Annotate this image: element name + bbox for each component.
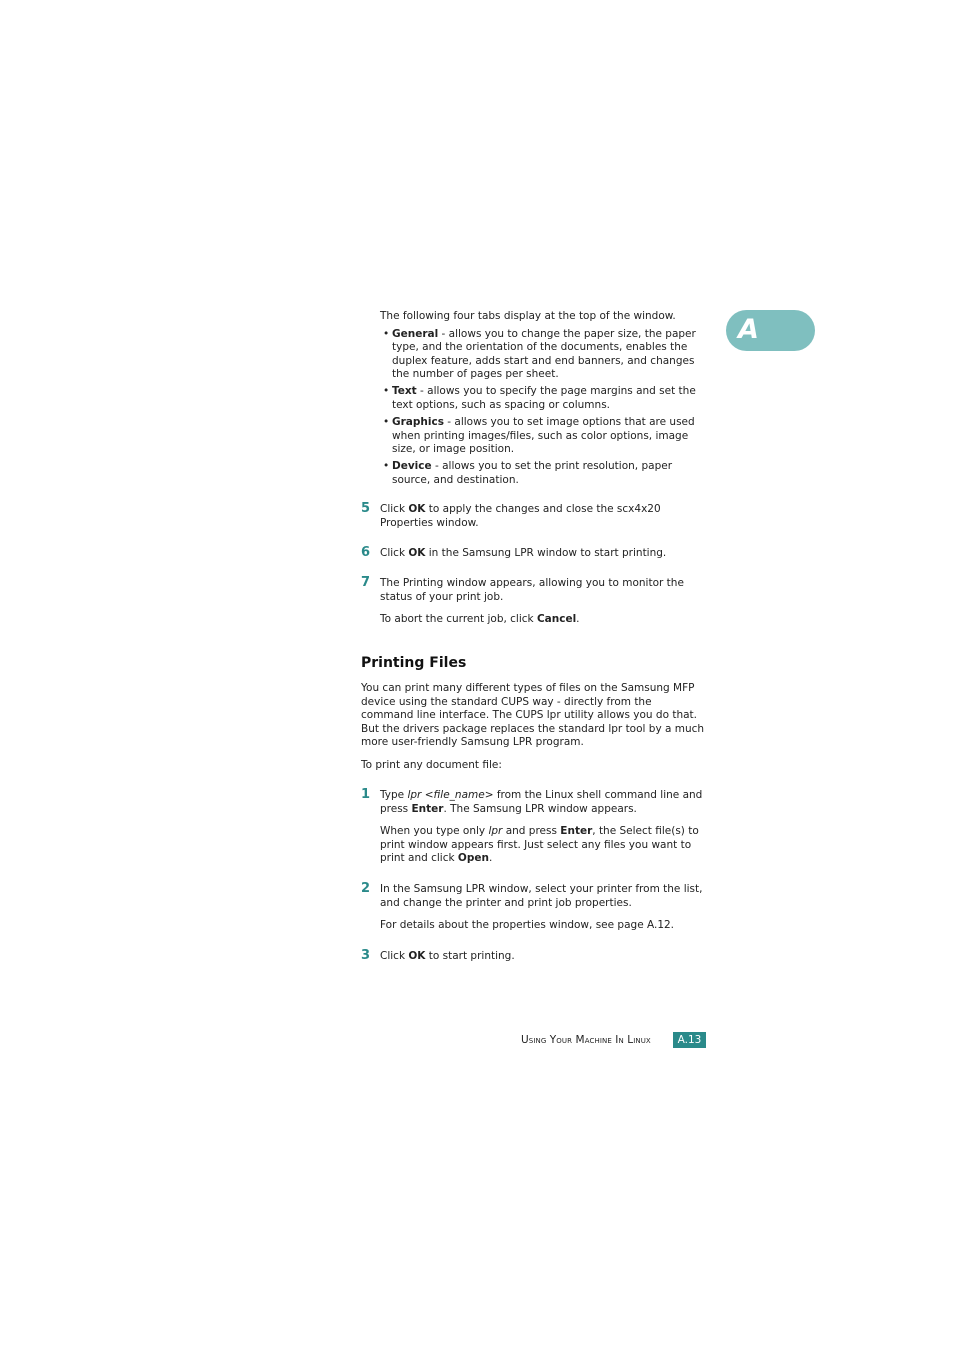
chapter-tab-badge: [726, 310, 815, 351]
step-6: [361, 547, 706, 561]
step-text: Click OK in the Samsung LPR window to start printing.: [380, 547, 667, 559]
list-item: • General - allows you to change the paper size, the paper type, and the orientation of the documents, enables the duplex feature, adds start and end banners, and changes the number of pages per sheet.: [380, 328, 710, 382]
footer-chapter-title: Using Your Machine In Linux: [521, 1034, 651, 1046]
list-item: • Text - allows you to specify the page margins and set the text options, such as spacing or columns.: [380, 385, 710, 412]
step-subtext: To abort the current job, click Cancel.: [380, 613, 580, 626]
section-title: Printing Files: [361, 655, 467, 671]
step-number: 6: [361, 545, 371, 560]
step-3: [361, 950, 706, 964]
step-text: Click OK to apply the changes and close the scx4x20 Properties window.: [380, 503, 661, 529]
step-5: [361, 503, 706, 530]
section-lead: To print any document file:: [361, 758, 502, 771]
page-number: A.13: [673, 1032, 706, 1048]
tabs-description: [380, 310, 710, 491]
step-text: In the Samsung LPR window, select your printer from the list, and change the printer and print job properties.: [380, 883, 703, 909]
tabs-list: [380, 328, 710, 488]
step-number: 5: [361, 501, 371, 516]
tabs-intro: The following four tabs display at the top of the window.: [380, 310, 676, 322]
step-number: 3: [361, 948, 371, 963]
step-text: Click OK to start printing.: [380, 950, 515, 962]
step-7: [361, 577, 706, 627]
step-subtext: For details about the properties window, see page A.12.: [380, 919, 675, 932]
step-text: The Printing window appears, allowing you to monitor the status of your print job.: [380, 577, 684, 603]
list-item: • Device - allows you to set the print resolution, paper source, and destination.: [380, 460, 710, 487]
step-subtext: When you type only lpr and press Enter, the Select file(s) to print window appears first. Just select any files you want to print and click Open.: [380, 825, 699, 865]
step-1: [361, 789, 706, 866]
step-2: [361, 883, 706, 933]
page-footer: [521, 1032, 702, 1048]
section-intro: You can print many different types of files on the Samsung MFP device using the standard CUPS way - directly from the command line interface. The CUPS lpr utility allows you do that. But the drivers package replaces the standard lpr tool by a much more user-friendly Samsung LPR program. To print any document file:: [361, 682, 705, 771]
step-number: 1: [361, 787, 371, 802]
step-text: Type lpr <file_name> from the Linux shell command line and press Enter. The Samsung LPR window appears.: [380, 789, 703, 815]
chapter-letter: A: [738, 314, 759, 345]
step-number: 2: [361, 881, 371, 896]
list-item: • Graphics - allows you to set image options that are used when printing images/files, such as color options, image size, or image position.: [380, 416, 710, 457]
step-number: 7: [361, 575, 371, 590]
